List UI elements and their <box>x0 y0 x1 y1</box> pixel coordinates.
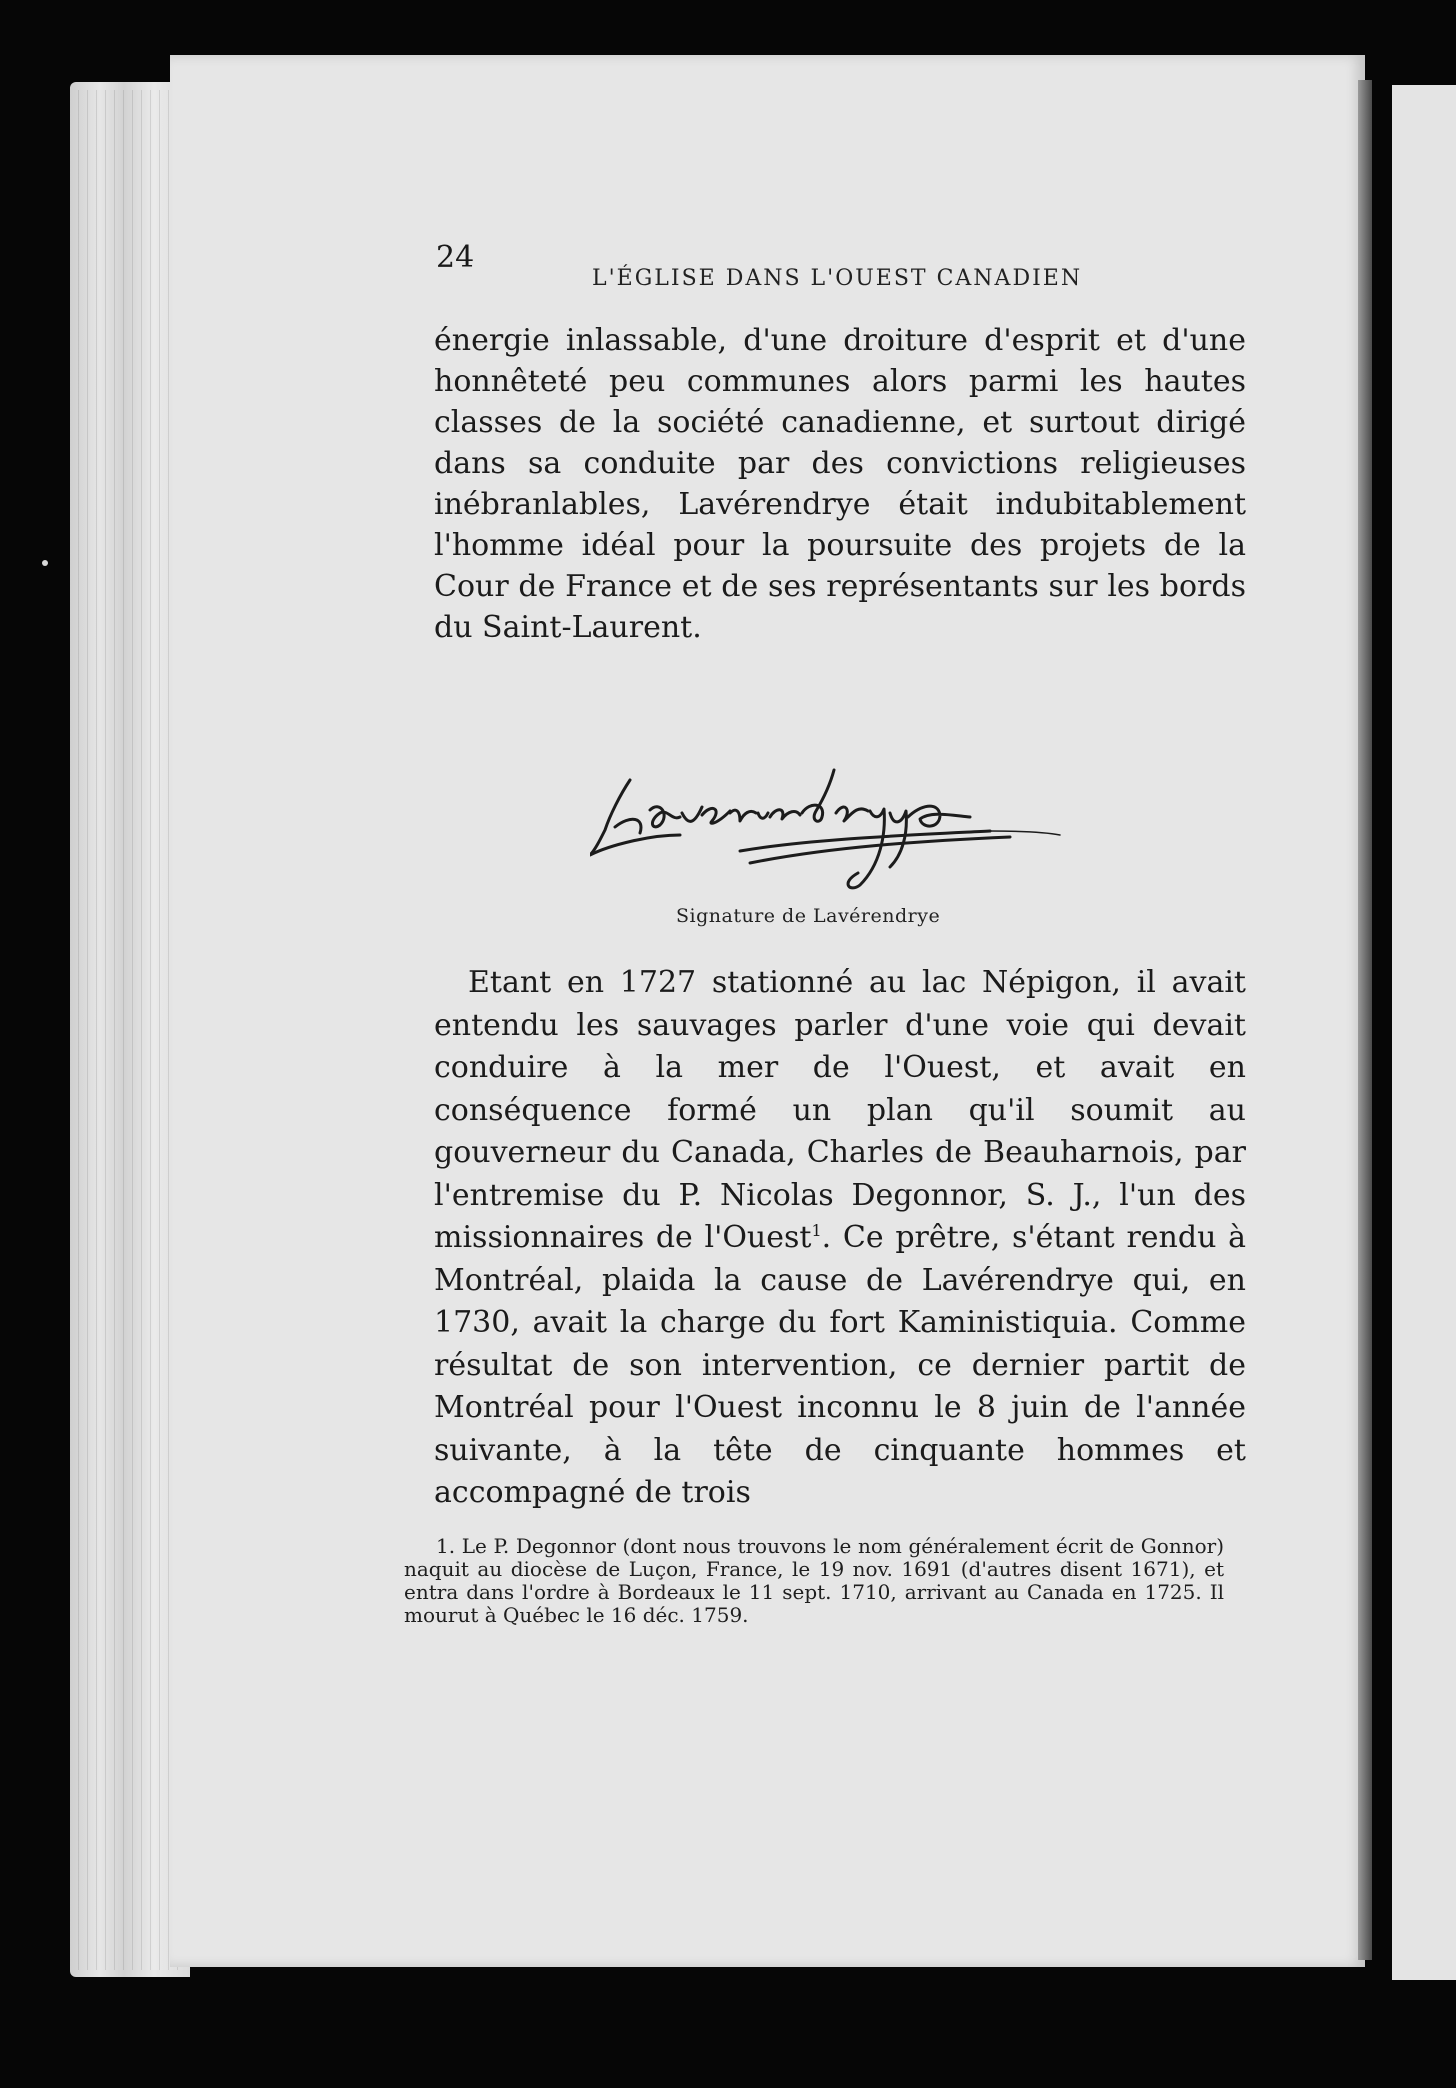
scan-speck <box>42 560 48 566</box>
running-title: L'ÉGLISE DANS L'OUEST CANADIEN <box>592 266 1083 291</box>
page-number: 24 <box>436 240 475 275</box>
signature-caption: Signature de Lavérendrye <box>676 905 941 927</box>
paragraph-2 <box>434 962 1246 1515</box>
paragraph-1: énergie inlassable, d'une droiture d'esprit et d'une honnêteté peu communes alors parmi les hautes classes de la société canadienne, et surtout dirigé dans sa conduite par des convictions religieuses inébranlables, Lavérendrye était indubitablement l'homme idéal pour la poursuite des projets de la Cour de France et de ses représentants sur les bords du Saint-Laurent. <box>434 323 1246 645</box>
page-edges <box>78 90 178 1970</box>
footnote-1: 1. Le P. Degonnor (dont nous trouvons le nom généralement écrit de Gonnor) naquit au diocèse de Luçon, France, le 19 nov. 1691 (d'autres disent 1671), et entra dans l'ordre à Bordeaux le 11 sept. 1710, arrivant au Canada en 1725. Il mourut à Québec le 16 déc. 1759. <box>404 1534 1224 1627</box>
paragraph-2-text-b: . Ce prêtre, s'étant rendu à Montréal, plaida la cause de Lavérendrye qui, en 1730, avait la charge du fort Kaministiquia. Comme résultat de son intervention, ce dernier partit de Montréal pour l'Ouest inconnu le 8 juin de l'année suivante, à la tête de cinquante hommes et accompagné de trois <box>434 1220 1246 1510</box>
page-gutter-shadow <box>1358 80 1372 1960</box>
laverendrye-signature <box>590 755 1090 895</box>
facing-page-edge <box>1392 85 1456 1980</box>
paragraph-2-text-a: Etant en 1727 stationné au lac Népigon, il avait entendu les sauvages parler d'une voie qui devait conduire à la mer de l'Ouest, et avait en conséquence formé un plan qu'il soumit au gouverneur du Canada, Charles de Beauharnois, par l'entremise du P. Nicolas Degonnor, S. J., l'un des missionnaires de l'Ouest <box>434 965 1246 1255</box>
footnote-reference: 1 <box>811 1221 822 1240</box>
